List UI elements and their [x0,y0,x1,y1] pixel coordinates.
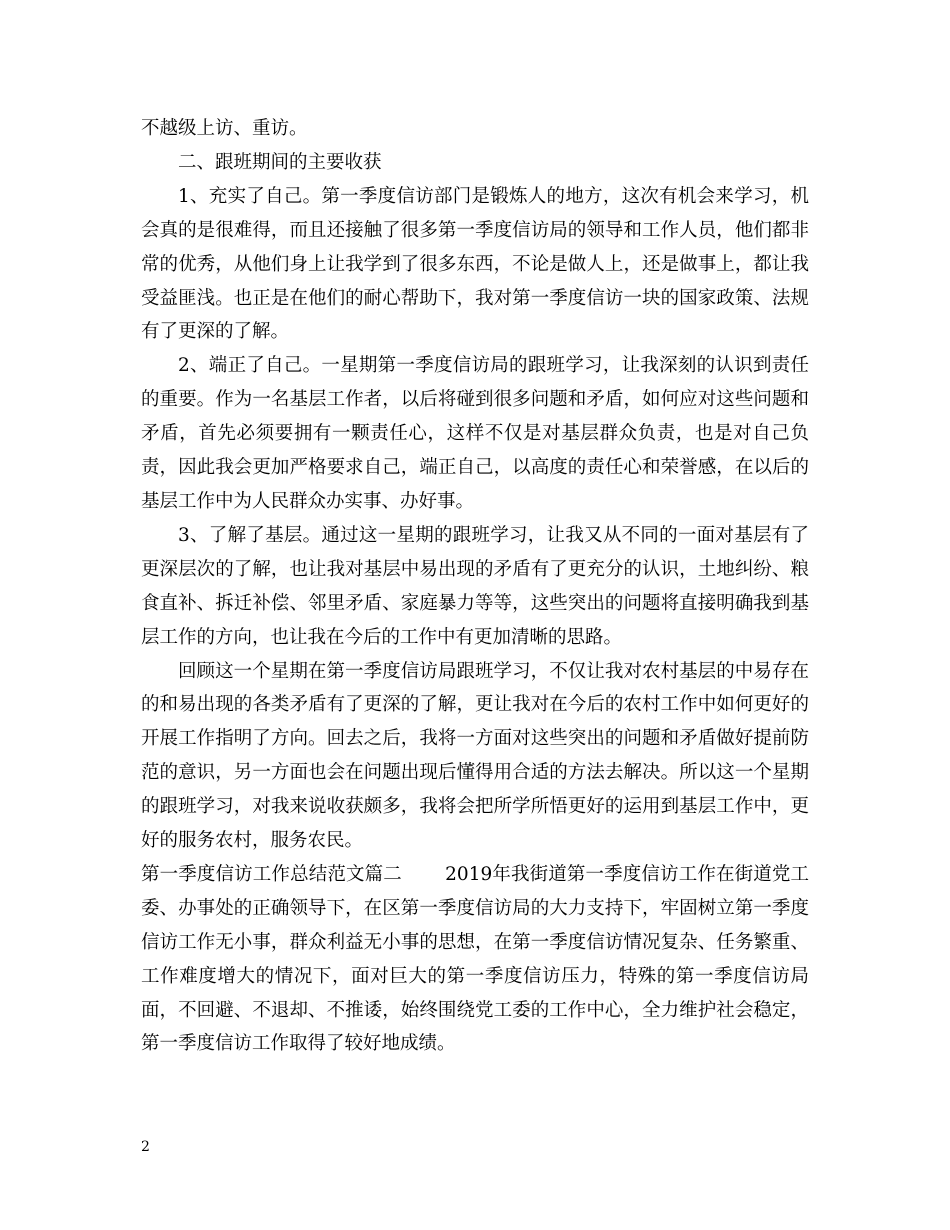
paragraph-gain-1: 1、充实了自己。第一季度信访部门是锻炼人的地方，这次有机会来学习，机会真的是很难得，而且还接触了很多第一季度信访局的领导和工作人员，他们都非常的优秀，从他们身上让我学到了很多东西，不论是做人上，还是做事上，都让我受益匪浅。也正是在他们的耐心帮助下，我对第一季度信访一块的国家政策、法规有了更深的了解。 [141,185,809,343]
section-heading-main-gains: 二、跟班期间的主要收获 [178,151,382,173]
paragraph-review: 回顾这一个星期在第一季度信访局跟班学习，不仅让我对农村基层的中易存在的和易出现的各类矛盾有了更深的了解，更让我对在今后的农村工作中如何更好的开展工作指明了方向。回去之后，我将一方面对这些突出的问题和矛盾做好提前防范的意识，另一方面也会在问题出现后懂得用合适的方法去解决。所以这一个星期的跟班学习，对我来说收获颇多，我将会把所学所悟更好的运用到基层工作中，更好的服务农村，服务农民。 [141,660,809,852]
document-body [141,112,809,1061]
paragraph-gain-2: 2、端正了自己。一星期第一季度信访局的跟班学习，让我深刻的认识到责任的重要。作为一名基层工作者，以后将碰到很多问题和矛盾，如何应对这些问题和矛盾，首先必须要拥有一颗责任心，这样不仅是对基层群众负责，也是对自己负责，因此我会更加严格要求自己，端正自己，以高度的责任心和荣誉感，在以后的基层工作中为人民群众办实事、办好事。 [141,355,809,512]
paragraph-continuation: 不越级上访、重访。 [141,118,308,139]
paragraph-sample-two: 第一季度信访工作总结范文篇二 2019年我街道第一季度信访工作在街道党工委、办事处的正确领导下，在区第一季度信访局的大力支持下，牢固树立第一季度信访工作无小事，群众利益无小事的思想，在第一季度信访情况复杂、任务繁重、工作难度增大的情况下，面对巨大的第一季度信访压力，特殊的第一季度信访局面，不回避、不退却、不推诿，始终围绕党工委的工作中心，全力维护社会稳定，第一季度信访工作取得了较好地成绩。 [141,863,809,1055]
page-number: 2 [141,1139,150,1155]
paragraph-gain-3: 3、了解了基层。通过这一星期的跟班学习，让我又从不同的一面对基层有了更深层次的了解，也让我对基层中易出现的矛盾有了更充分的认识，土地纠纷、粮食直补、拆迁补偿、邻里矛盾、家庭暴力等等，这些突出的问题将直接明确我到基层工作的方向，也让我在今后的工作中有更加清晰的思路。 [141,524,809,648]
